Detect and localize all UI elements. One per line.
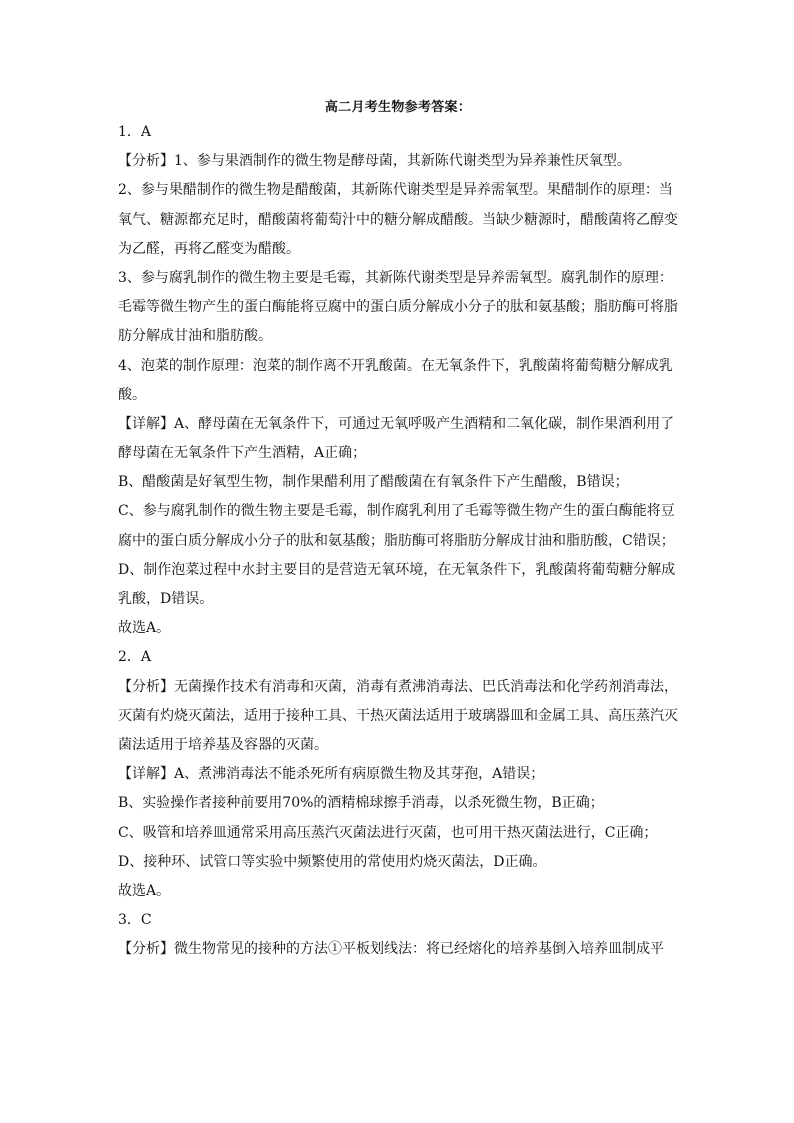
text-line: 为乙醛，再将乙醛变为醋酸。 [118, 240, 300, 257]
text-line: 腐中的蛋白质分解成小分子的肽和氨基酸；脂肪酶可将脂肪分解成甘油和脂肪酸，C错误； [118, 532, 675, 549]
text-line: 2．A [118, 649, 152, 666]
text-line: 3．C [118, 912, 152, 929]
text-line: C、吸管和培养皿通常采用高压蒸汽灭菌法进行灭菌，也可用干热灭菌法进行，C正确； [118, 824, 658, 841]
text-line: C、参与腐乳制作的微生物主要是毛霉，制作腐乳利用了毛霉等微生物产生的蛋白酶能将豆 [118, 503, 675, 520]
text-line: 【详解】A、酵母菌在无氧条件下，可通过无氧呼吸产生酒精和二氧化碳，制作果酒利用了 [118, 415, 675, 432]
text-line: 菌法适用于培养基及容器的灭菌。 [118, 736, 328, 753]
text-line: 氧气、糖源都充足时，醋酸菌将葡萄汁中的糖分解成醋酸。当缺少糖源时，醋酸菌将乙醇变 [118, 211, 678, 228]
text-line: 肪分解成甘油和脂肪酸。 [118, 328, 272, 345]
text-line: 2、参与果醋制作的微生物是醋酸菌，其新陈代谢类型是异养需氧型。果醋制作的原理：当 [118, 182, 673, 199]
text-line: B、实验操作者接种前要用70%的酒精棉球擦手消毒，以杀死微生物，B正确； [118, 795, 604, 812]
text-line: 4、泡菜的制作原理：泡菜的制作离不开乳酸菌。在无氧条件下，乳酸菌将葡萄糖分解成乳 [118, 357, 673, 374]
text-line: 故选A。 [118, 882, 171, 899]
text-line: 灭菌有灼烧灭菌法，适用于接种工具、干热灭菌法适用于玻璃器皿和金属工具、高压蒸汽灭 [118, 707, 678, 724]
text-line: 毛霉等微生物产生的蛋白酶能将豆腐中的蛋白质分解成小分子的肽和氨基酸；脂肪酶可将脂 [118, 299, 678, 316]
answer-text-block [118, 118, 678, 964]
text-line: 【分析】1、参与果酒制作的微生物是酵母菌，其新陈代谢类型为异养兼性厌氧型。 [118, 153, 631, 170]
text-line: 【分析】微生物常见的接种的方法①平板划线法：将已经熔化的培养基倒入培养皿制成平 [118, 941, 664, 958]
text-line: B、醋酸菌是好氧型生物，制作果醋利用了醋酸菌在有氧条件下产生醋酸，B错误； [118, 474, 629, 491]
text-line: 故选A。 [118, 620, 171, 637]
document-title: 高二月考生物参考答案： [324, 100, 472, 115]
document-body [118, 97, 678, 964]
text-line: 3、参与腐乳制作的微生物主要是毛霉，其新陈代谢类型是异养需氧型。腐乳制作的原理： [118, 269, 673, 286]
text-line: D、制作泡菜过程中水封主要目的是营造无氧环境，在无氧条件下，乳酸菌将葡萄糖分解成 [118, 561, 676, 578]
text-line: 酵母菌在无氧条件下产生酒精，A正确； [118, 445, 367, 462]
text-line: 酸。 [118, 386, 146, 403]
text-line: D、接种环、试管口等实验中频繁使用的常使用灼烧灭菌法，D正确。 [118, 853, 547, 870]
text-line: 1．A [118, 124, 152, 140]
text-line: 乳酸，D错误。 [118, 591, 214, 607]
text-line: 【分析】无菌操作技术有消毒和灭菌，消毒有煮沸消毒法、巴氏消毒法和化学药剂消毒法， [118, 678, 678, 695]
text-line: 【详解】A、煮沸消毒法不能杀死所有病原微生物及其芽孢，A错误； [118, 766, 545, 783]
